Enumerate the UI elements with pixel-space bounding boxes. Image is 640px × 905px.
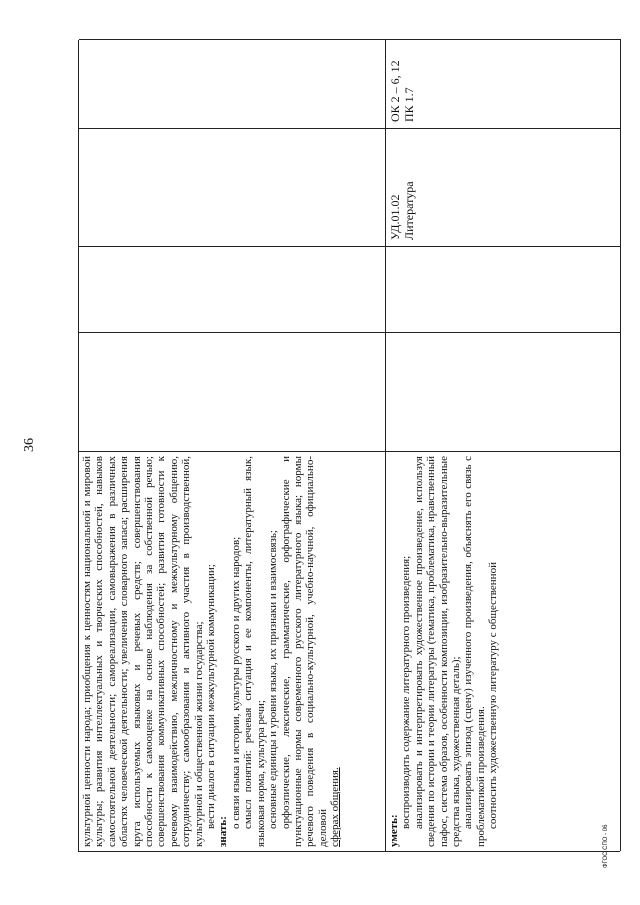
curriculum-table bbox=[78, 40, 620, 852]
row1-col2-cell bbox=[79, 332, 386, 451]
footer-label: ФГОС СПО - 06 bbox=[603, 824, 609, 868]
row2-heading-can: уметь: bbox=[388, 814, 400, 847]
discipline-name: Литература bbox=[401, 181, 416, 240]
row1-code-cell bbox=[79, 128, 386, 246]
row1-text-0: культурной ценности народа; приобщения к ценностям национальной и мировой культуры; развития интеллектуальных и творческих способностей, навыков самостоятельной деятельности; самореализации, самовыражения в различных областях человеческой деятельности; увеличения словарного запаса; расширения круга используемых языковых и речевых средств; совершенствования способности к самооценке на основе наблюдения за собственной речью; совершенствования коммуникативных способностей; развития готовности к речевому взаимодействию, межличностному и межкультурному общению, сотрудничеству; самообразования и активного участия в производственной, культурной и общественной жизни государства; bbox=[81, 456, 205, 847]
row1-competency-cell bbox=[79, 39, 386, 128]
row2-text-1: воспроизводить содержание литературного произведения; bbox=[400, 555, 413, 829]
row2-competency-cell bbox=[386, 39, 621, 128]
row2-text-2: анализировать и интерпретировать художественное произведение, используя сведения по истории и теории литературы (тематика, проблематика, нравственный пафос, система образов, особенности композиции, изобразительно-выразительные средства языка, художественная деталь); bbox=[412, 456, 463, 847]
row1-text-3: о связи языка и истории, культуры русского и других народов; bbox=[229, 536, 242, 829]
row1-content-cell bbox=[79, 451, 386, 851]
row2-code-cell bbox=[386, 128, 621, 246]
discipline-code: УД.01.02 bbox=[388, 194, 402, 240]
row1-col3-cell bbox=[79, 246, 386, 332]
page-number: 36 bbox=[22, 438, 37, 452]
row1-text-4: смысл понятий: речевая ситуация и ее компоненты, литературный язык, языковая норма, культура речи; bbox=[242, 456, 267, 847]
row2-text-3: анализировать эпизод (сцену) изученного произведения, объяснять его связь с проблематикой произведения. bbox=[462, 456, 487, 847]
row2-text-4: соотносить художественную литературу с общественной bbox=[487, 562, 500, 829]
row2-col3-cell bbox=[386, 246, 621, 332]
row2-content-cell bbox=[386, 451, 621, 851]
row1-text-7: сферах общения. bbox=[329, 767, 342, 847]
competencies-pk: ПК 1.7 bbox=[401, 87, 416, 122]
competencies-ok: ОК 2 – 6, 12 bbox=[388, 60, 402, 122]
row1-heading-know: знать: bbox=[217, 816, 230, 847]
row2-col2-cell bbox=[386, 332, 621, 451]
row1-text-5: основные единицы и уровни языка, их признаки и взаимосвязь; bbox=[267, 530, 280, 829]
row1-text-1: вести диалог в ситуации межкультурной коммуникации; bbox=[205, 564, 218, 829]
row1-text-6: орфоэпические, лексические, грамматические, орфографические и пунктуационные нормы современного русского литературного языка; нормы речевого поведения в социально-культурной, учебно-научной, официально-деловой bbox=[279, 456, 329, 847]
